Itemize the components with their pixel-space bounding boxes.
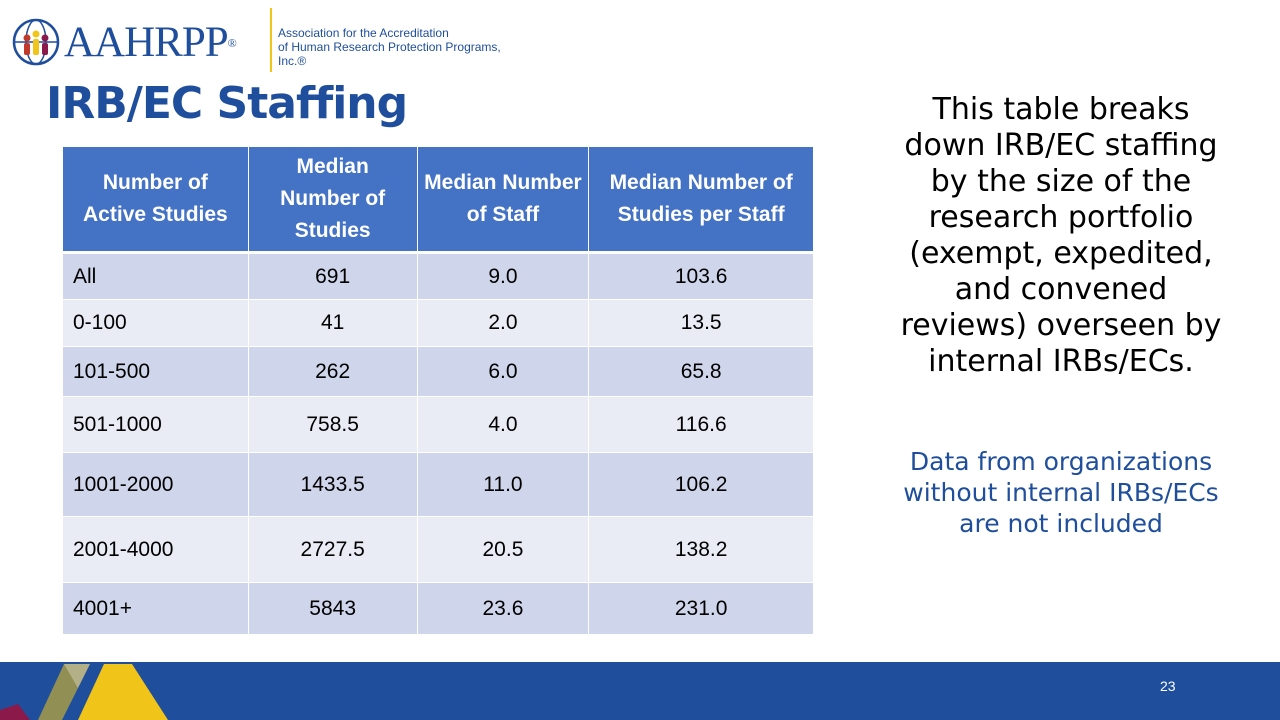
table-description: This table breaks down IRB/EC staffing by the size of the research portfolio (exempt, expedited, and convened reviews) overseen by internal IRBs/ECs. xyxy=(900,92,1222,379)
table-cell: 65.8 xyxy=(589,347,814,397)
table-cell: 103.6 xyxy=(589,253,814,300)
table-cell: 6.0 xyxy=(417,347,589,397)
table-row xyxy=(63,300,814,347)
table-row xyxy=(63,347,814,397)
table-row xyxy=(63,583,814,635)
table-row xyxy=(63,517,814,583)
slide-number: 23 xyxy=(1160,678,1176,694)
organization-name xyxy=(278,26,532,68)
table-cell: 4.0 xyxy=(417,397,589,453)
table-cell: 9.0 xyxy=(417,253,589,300)
table-cell: 13.5 xyxy=(589,300,814,347)
table-cell: 5843 xyxy=(248,583,417,635)
column-header-median-staff: Median Number of Staff xyxy=(417,147,589,253)
table-cell: 231.0 xyxy=(589,583,814,635)
table-cell: 106.2 xyxy=(589,453,814,517)
table-cell: 4001+ xyxy=(63,583,249,635)
table-cell: 0-100 xyxy=(63,300,249,347)
registered-mark: ® xyxy=(227,36,236,50)
table-cell: 138.2 xyxy=(589,517,814,583)
column-header-studies-per-staff: Median Number of Studies per Staff xyxy=(589,147,814,253)
table-row xyxy=(63,453,814,517)
table-cell: 101-500 xyxy=(63,347,249,397)
table-cell: 691 xyxy=(248,253,417,300)
data-note: Data from organizations without internal IRBs/ECs are not included xyxy=(903,447,1219,538)
table-cell: 2727.5 xyxy=(248,517,417,583)
logo-wordmark: AAHRPP® xyxy=(64,19,236,66)
staffing-table xyxy=(62,146,814,635)
globe-people-icon xyxy=(12,18,60,66)
aahrpp-logo xyxy=(12,8,532,72)
table-cell: 1001-2000 xyxy=(63,453,249,517)
organization-name-line1: Association for the Accreditation xyxy=(278,26,449,40)
table-cell: 2001-4000 xyxy=(63,517,249,583)
table-cell: 41 xyxy=(248,300,417,347)
column-header-median-studies: Median Number of Studies xyxy=(248,147,417,253)
logo-divider xyxy=(270,8,272,72)
table-cell: 501-1000 xyxy=(63,397,249,453)
column-header-active-studies: Number of Active Studies xyxy=(63,147,249,253)
page-title: IRB/EC Staffing xyxy=(46,78,408,129)
table-cell: 1433.5 xyxy=(248,453,417,517)
organization-name-line2: of Human Research Protection Programs, Inc.® xyxy=(278,40,501,68)
table-cell: 20.5 xyxy=(417,517,589,583)
table-cell: All xyxy=(63,253,249,300)
table-row xyxy=(63,397,814,453)
table-cell: 11.0 xyxy=(417,453,589,517)
table-cell: 116.6 xyxy=(589,397,814,453)
table-cell: 2.0 xyxy=(417,300,589,347)
table-row xyxy=(63,253,814,300)
table-cell: 23.6 xyxy=(417,583,589,635)
table-header-row xyxy=(63,147,814,253)
footer-accent-shapes xyxy=(0,658,200,720)
table-cell: 758.5 xyxy=(248,397,417,453)
table-cell: 262 xyxy=(248,347,417,397)
